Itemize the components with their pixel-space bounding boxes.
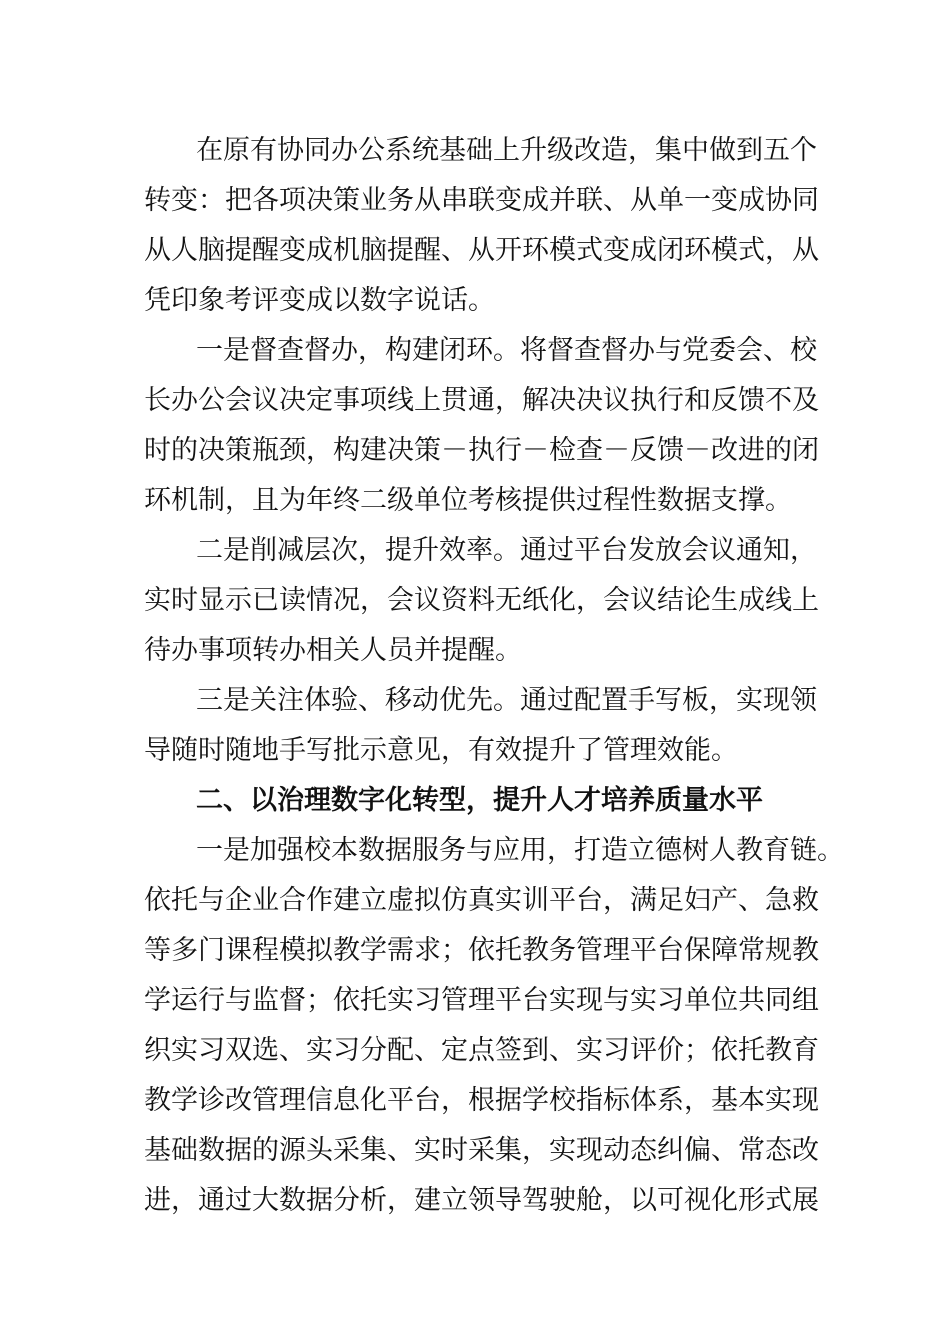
paragraph-line: 依托与企业合作建立虚拟仿真实训平台，满足妇产、急救 bbox=[144, 885, 819, 916]
paragraph-line: 实时显示已读情况，会议资料无纸化，会议结论生成线上 bbox=[144, 585, 819, 616]
paragraph-line: 时的决策瓶颈，构建决策－执行－检查－反馈－改进的闭 bbox=[144, 435, 819, 466]
section-heading: 二、以治理数字化转型，提升人才培养质量水平 bbox=[196, 785, 763, 816]
paragraph-line: 凭印象考评变成以数字说话。 bbox=[144, 285, 495, 316]
paragraph-line: 长办公会议决定事项线上贯通，解决决议执行和反馈不及 bbox=[144, 385, 819, 416]
paragraph-line: 导随时随地手写批示意见，有效提升了管理效能。 bbox=[144, 735, 738, 766]
paragraph-line: 二是削减层次，提升效率。通过平台发放会议通知， bbox=[196, 535, 817, 566]
document-body bbox=[144, 126, 844, 1226]
paragraph-line: 从人脑提醒变成机脑提醒、从开环模式变成闭环模式，从 bbox=[144, 235, 819, 266]
paragraph-line: 待办事项转办相关人员并提醒。 bbox=[144, 635, 522, 666]
paragraph-line: 等多门课程模拟教学需求；依托教务管理平台保障常规教 bbox=[144, 935, 819, 966]
paragraph-line: 在原有协同办公系统基础上升级改造，集中做到五个 bbox=[196, 135, 817, 166]
paragraph-line: 环机制，且为年终二级单位考核提供过程性数据支撑。 bbox=[144, 485, 792, 516]
paragraph-line: 转变：把各项决策业务从串联变成并联、从单一变成协同 bbox=[144, 185, 819, 216]
paragraph-line: 一是督查督办，构建闭环。将督查督办与党委会、校 bbox=[196, 335, 817, 366]
paragraph-line: 基础数据的源头采集、实时采集，实现动态纠偏、常态改 bbox=[144, 1135, 819, 1166]
paragraph-line: 织实习双选、实习分配、定点签到、实习评价；依托教育 bbox=[144, 1035, 819, 1066]
paragraph-line: 教学诊改管理信息化平台，根据学校指标体系，基本实现 bbox=[144, 1085, 819, 1116]
paragraph-line: 进，通过大数据分析，建立领导驾驶舱，以可视化形式展 bbox=[144, 1185, 819, 1216]
paragraph-line: 学运行与监督；依托实习管理平台实现与实习单位共同组 bbox=[144, 985, 819, 1016]
paragraph-line: 三是关注体验、移动优先。通过配置手写板，实现领 bbox=[196, 685, 817, 716]
paragraph-line: 一是加强校本数据服务与应用，打造立德树人教育链。 bbox=[196, 835, 844, 866]
